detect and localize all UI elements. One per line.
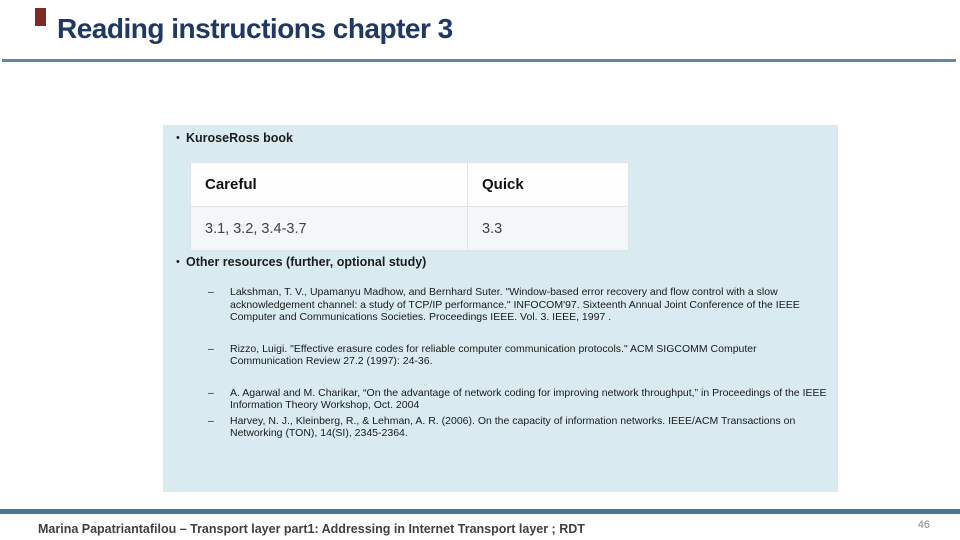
page-number: 46 — [917, 519, 930, 531]
reference-text: A. Agarwal and M. Charikar, “On the advantage of network coding for improving network throughput,” in Proceedings of the IEEE Information Theory Workshop, Oct. 2004 — [230, 386, 827, 411]
bullet-item-kurose-ross — [163, 131, 838, 145]
bullet-icon: • — [176, 256, 180, 268]
table-header-careful: Careful — [191, 163, 468, 207]
reading-table — [190, 162, 629, 251]
list-item-reference-lakshman — [208, 286, 830, 324]
bullet-icon: • — [176, 132, 180, 144]
table-row — [191, 207, 629, 251]
content-panel — [163, 125, 838, 492]
footer-divider — [0, 509, 960, 514]
bullet-item-other-resources — [163, 255, 838, 269]
reference-text: Rizzo, Luigi. "Effective erasure codes for reliable computer communication protocols." ACM SIGCOMM Computer Communication Review 27.2 (1997): 24-36. — [230, 342, 757, 367]
list-item-reference-rizzo — [208, 343, 830, 368]
dash-icon: – — [208, 286, 214, 298]
list-item-reference-harvey — [208, 415, 830, 440]
dash-icon: – — [208, 414, 214, 427]
table-header-row — [191, 163, 629, 207]
reference-text: Harvey, N. J., Kleinberg, R., & Lehman, A. R. (2006). On the capacity of information networks. IEEE/ACM Transactions on Networking (TON), 14(SI), 2345-2364. — [230, 414, 796, 439]
table-header-quick: Quick — [468, 163, 629, 207]
table-cell-careful-sections: 3.1, 3.2, 3.4-3.7 — [191, 207, 468, 251]
list-item-reference-agarwal — [208, 387, 830, 412]
red-accent-block — [35, 8, 46, 26]
dash-icon: – — [208, 342, 214, 355]
table-cell-quick-sections: 3.3 — [468, 207, 629, 251]
references-list — [208, 286, 830, 440]
footer-attribution: Marina Papatriantafilou – Transport layer part1: Addressing in Internet Transport layer ; RDT — [38, 522, 585, 536]
bullet-label-other-resources: Other resources (further, optional study) — [186, 255, 427, 269]
dash-icon: – — [208, 386, 214, 399]
page-title: Reading instructions chapter 3 — [57, 13, 453, 44]
bullet-label-kurose-ross: KuroseRoss book — [186, 131, 293, 145]
title-divider — [2, 59, 956, 62]
reference-text: Lakshman, T. V., Upamanyu Madhow, and Bernhard Suter. "Window-based error recovery and flow control with a slow acknowledgement channel: a study of TCP/IP performance." INFOCOM'97. Sixteenth Annual Joint Conference of the IEEE Computer and Communications Societies. Proceedings IEEE. Vol. 3. IEEE, 1997 . — [230, 286, 800, 323]
